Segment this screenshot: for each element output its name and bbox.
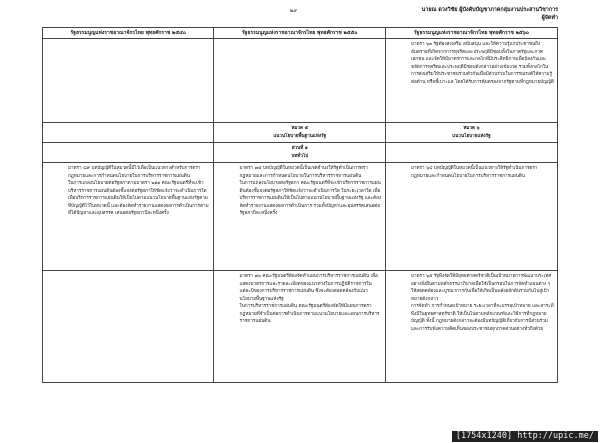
article-64-text: มาตรา ๖๔ บทบัญญัติในหมวดนี้เป็นแนวทางให้รัฐดำเนินการตรากฎหมายและกำหนดนโยบายในการบริหารราชการแผ่นดิน	[410, 166, 538, 179]
author-role: ผู้จัดทำ	[541, 15, 558, 21]
page-number: ๒๙	[290, 8, 298, 14]
table-cell	[43, 39, 214, 123]
table-cell	[43, 143, 214, 163]
watermark-banner: [1754x1240] http://upic.me/	[452, 431, 598, 442]
article-63-text: มาตรา ๖๓ รัฐต้องส่งเสริม สนับสนุน และให้ความรู้แก่ประชาชนถึงอันตรายที่เกิดจากการทุจริตและประพฤติมิชอบทั้งในภาครัฐและภาคเอกชน และจัดให้มีมาตรการและกลไกที่มีประสิทธิภาพเพื่อป้องกันและขจัดการทุจริตและประพฤติมิชอบดังกล่าวอย่างเข้มงวด รวมทั้งกลไกในการส่งเสริมให้ประชาชนรวมตัวกันเพื่อมีส่วนร่วมในการรณรงค์ให้ความรู้ ต่อต้าน หรือชี้เบาะแส โดยได้รับการคุ้มครองจากรัฐตามที่กฎหมายบัญญัติ	[410, 42, 554, 85]
table-cell	[385, 271, 557, 383]
table-cell	[214, 163, 385, 271]
table-row-section	[43, 123, 558, 143]
author-block	[422, 6, 558, 22]
article-75-text: มาตรา ๗๕ บทบัญญัติในหมวดนี้เป็นเจตจำนงให้รัฐดำเนินการตรากฎหมายและการกำหนดนโยบายในการบริหารราชการแผ่นดิน	[239, 166, 368, 179]
article-65-text: มาตรา ๖๕ รัฐพึงจัดให้มียุทธศาสตร์ชาติเป็นเป้าหมายการพัฒนาประเทศอย่างยั่งยืนตามหลักธรรมาภิบาลเพื่อใช้เป็นกรอบในการจัดทำแผนต่าง ๆ ให้สอดคล้องและบูรณาการกันเพื่อให้เกิดเป็นพลังผลักดันร่วมกันไปสู่เป้าหมายดังกล่าว	[410, 274, 552, 302]
part-title: บททั่วไป	[291, 153, 309, 159]
article-89-para2: ในการแถลงนโยบายต่อรัฐสภาตามมาตรา ๒๑๑ คณะรัฐมนตรีที่จะเข้าบริหารราชการแผ่นดินต้องชี้แจงต่อรัฐสภาให้ชัดแจ้งว่าจะดำเนินการใดเพื่อบริหารราชการแผ่นดินให้เป็นไปตามแนวนโยบายพื้นฐานแห่งรัฐตามที่บัญญัติไว้ในหมวดนี้ และต้องจัดทำรายงานแสดงผลการดำเนินการตามที่ได้ปัญหาและอุปสรรค เสนอต่อรัฐสภาปีละหนึ่งครั้ง	[68, 181, 209, 216]
chapter-label: หมวด ๖	[463, 126, 480, 131]
table-cell	[214, 39, 385, 123]
column-header-2550: รัฐธรรมนูญแห่งราชอาณาจักรไทย พุทธศักราช ๒๕๕๐	[214, 28, 385, 39]
table-row	[43, 163, 558, 271]
article-65-para2: การจัดทำ การกำหนดเป้าหมาย ระยะเวลาที่จะบรรลุเป้าหมาย และสาระที่พึงมีในยุทธศาสตร์ชาติ ให้เป็นไปตามหลักเกณฑ์และวิธีการที่กฎหมายบัญญัติ ทั้งนี้ กฎหมายดังกล่าวจะต้องมีบทบัญญัติเกี่ยวกับการมีส่วนร่วมและการรับฟังความคิดเห็นของประชาชนทุกภาคส่วนอย่างทั่วถึงด้วย	[410, 304, 554, 332]
section-cell-2550	[214, 123, 385, 143]
chapter-title: แนวนโยบายแห่งรัฐ	[452, 133, 491, 139]
table-cell	[43, 271, 214, 383]
author-name: นายณ ดวงวิชัย ผู้บังคับบัญชาภาคกลุ่มงานประสานวิชาการ	[421, 7, 558, 13]
table-cell	[385, 163, 557, 271]
section-cell-2560	[385, 123, 557, 143]
chapter-title: แนวนโยบายพื้นฐานแห่งรัฐ	[273, 133, 327, 139]
table-row	[43, 39, 558, 123]
table-cell	[43, 123, 214, 143]
column-header-2540: รัฐธรรมนูญแห่งราชอาณาจักรไทย พุทธศักราช ๒๕๔๐	[43, 28, 214, 39]
chapter-label: หมวด ๕	[291, 126, 309, 131]
table-cell	[385, 39, 557, 123]
article-75-para2: ในการแถลงนโยบายต่อรัฐสภา คณะรัฐมนตรีที่จะเข้าบริหารราชการแผ่นดินต้องชี้แจงต่อรัฐสภาให้ชัดแจ้งว่าจะดำเนินการใด ในระยะเวลาใด เพื่อบริหารราชการแผ่นดินให้เป็นไปตามแนวนโยบายพื้นฐานแห่งรัฐ และต้องจัดทำรายงานแสดงผลการดำเนินการ รวมทั้งปัญหาและอุปสรรคเสนอต่อรัฐสภาปีละหนึ่งครั้ง	[239, 181, 382, 216]
part-label: ส่วนที่ ๑	[291, 146, 308, 151]
table-cell	[214, 271, 385, 383]
article-76-para2: ในการบริหารราชการแผ่นดิน คณะรัฐมนตรีต้องจัดให้มีแผนการตรากฎหมายที่จำเป็นต่อการดำเนินการตามแนวนโยบายและแผนการบริหารราชการแผ่นดิน	[239, 304, 380, 324]
article-89-text: มาตรา ๘๙ บทบัญญัติในหมวดนี้มีไว้เพื่อเป็นแนวทางสำหรับการตรากฎหมายและการกำหนดนโยบายในการบริหารราชการแผ่นดิน	[68, 166, 201, 179]
table-cell	[43, 163, 214, 271]
table-row-part	[43, 143, 558, 163]
table-cell	[385, 143, 557, 163]
part-cell-2550	[214, 143, 385, 163]
article-76-text: มาตรา ๗๖ คณะรัฐมนตรีต้องจัดทำแผนการบริหารราชการแผ่นดิน เพื่อแสดงมาตรการและรายละเอียดของแนวทางในการปฏิบัติราชการในแต่ละปีของการบริหารราชการแผ่นดิน ซึ่งจะต้องสอดคล้องกับแนวนโยบายพื้นฐานแห่งรัฐ	[239, 274, 378, 302]
table-header-row	[43, 28, 558, 39]
table-row	[43, 271, 558, 383]
comparison-table	[42, 27, 558, 383]
column-header-2560: รัฐธรรมนูญแห่งราชอาณาจักรไทย พุทธศักราช ๒๕๖๐	[385, 28, 557, 39]
